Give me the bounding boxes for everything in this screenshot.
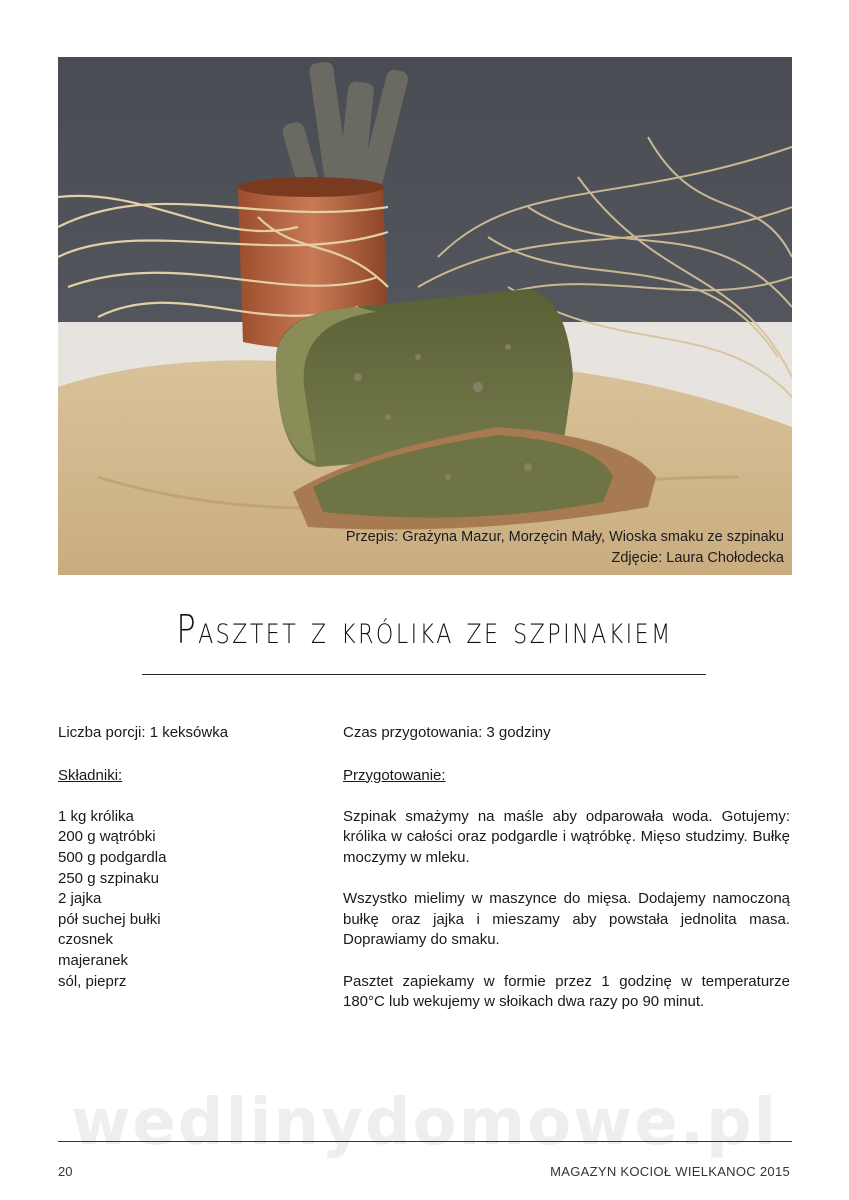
page-number: 20 [58, 1164, 73, 1179]
preparation-heading: Przygotowanie: [343, 766, 446, 784]
ingredient-item: majeranek [58, 951, 129, 969]
right-column [343, 723, 790, 1013]
prep-time-text: Czas przygotowania: 3 godziny [343, 724, 551, 741]
ingredient-item: czosnek [58, 931, 114, 949]
footer-divider [58, 1141, 792, 1142]
ingredients-heading: Składniki: [58, 766, 123, 784]
photo-credit: Zdjęcie: Laura Chołodecka [611, 550, 784, 566]
preparation-step: Wszystko mielimy w maszynce do mięsa. Dodajemy namoczoną bułkę oraz jajka i mieszamy aby powstała jednolita masa. Doprawiamy do smaku. [343, 890, 790, 949]
ingredient-item: 200 g wątróbki [58, 828, 156, 846]
pate-photo-illustration [58, 57, 792, 575]
preparation-step: Pasztet zapiekamy w formie przez 1 godzinę w temperaturze 180°C lub wekujemy w słoikach dwa razy po 90 minut. [343, 972, 790, 1011]
recipe-title: Pasztet z królika ze szpinakiem [176, 608, 673, 653]
watermark: wedlinydomowe.pl [71, 1086, 778, 1160]
recipe-credit: Przepis: Grażyna Mazur, Morzęcin Mały, Wioska smaku ze szpinaku [345, 529, 784, 545]
ingredients-list [58, 807, 308, 992]
ingredient-item: 500 g podgardla [58, 848, 167, 866]
title-underline [142, 674, 706, 675]
ingredient-item: 1 kg królika [58, 807, 134, 825]
servings-text: Liczba porcji: 1 keksówka [58, 724, 229, 741]
magazine-name: MAGAZYN KOCIOŁ WIELKANOC 2015 [550, 1164, 790, 1179]
left-column [58, 723, 308, 992]
recipe-photo [58, 57, 792, 575]
preparation-step: Szpinak smażymy na maśle aby odparowała woda. Gotujemy: królika w całości oraz podgardle i wątróbkę. Mięso studzimy. Bułkę moczymy w mleku. [343, 807, 790, 866]
ingredient-item: sól, pieprz [58, 972, 127, 990]
ingredient-item: 250 g szpinaku [58, 869, 159, 887]
ingredient-item: 2 jajka [58, 890, 102, 908]
photo-credits [346, 527, 784, 569]
ingredient-item: pół suchej bułki [58, 910, 161, 928]
